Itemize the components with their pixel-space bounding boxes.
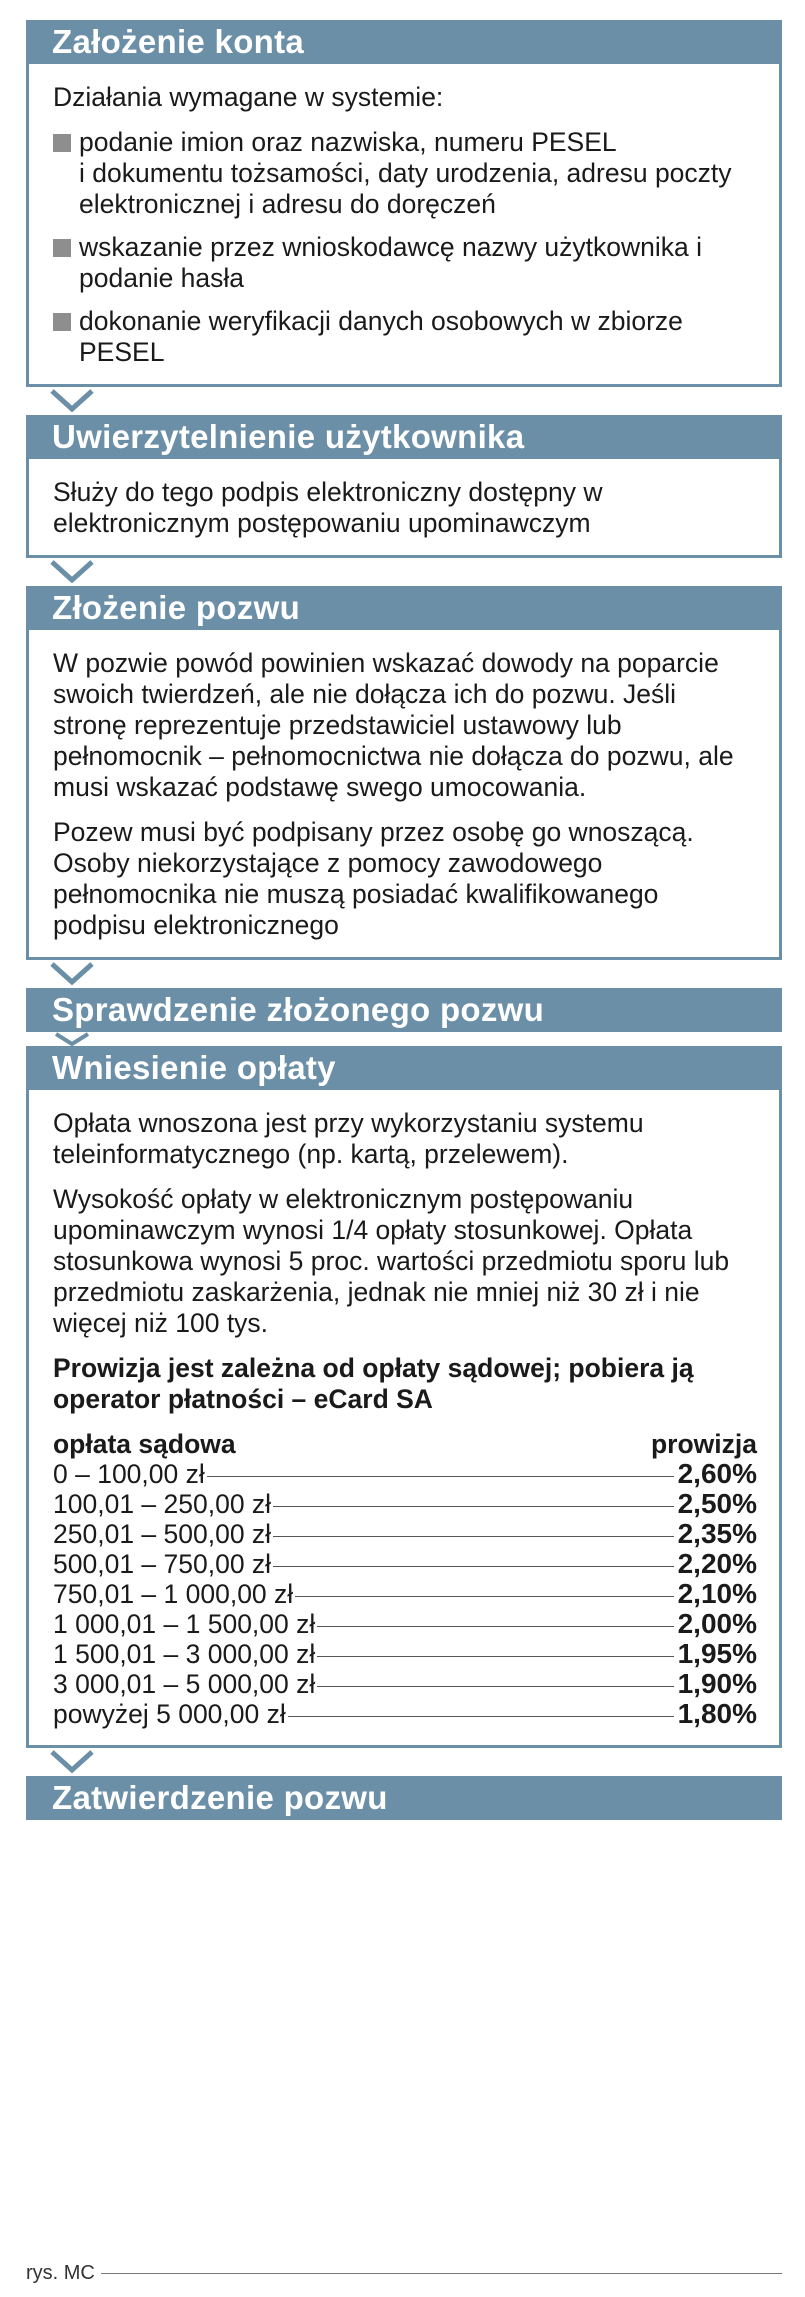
commission-value: 2,50%: [677, 1488, 757, 1519]
table-row: [53, 1459, 757, 1489]
table-row: [53, 1639, 757, 1669]
table-row: [53, 1549, 757, 1579]
section-header-auth: Uwierzytelnienie użytkownika: [26, 415, 782, 459]
fee-note: Prowizja jest zależna od opłaty sądowej; pobiera ją operator płatności – eCard SA: [53, 1353, 694, 1414]
fee-range: 500,01 – 750,00 zł: [53, 1549, 272, 1579]
table-header: [53, 1429, 757, 1459]
flow-arrow: [26, 960, 782, 988]
chevron-down-icon: [48, 960, 96, 988]
table-row: [53, 1609, 757, 1639]
leader-line: [317, 1686, 673, 1687]
section-body-account: [26, 64, 782, 387]
fee-range: 0 – 100,00 zł: [53, 1459, 205, 1489]
fee-paragraph: Opłata wnoszona jest przy wykorzystaniu systemu teleinformatycznego (np. kartą, przelewem).: [53, 1108, 644, 1169]
chevron-down-icon: [48, 1032, 96, 1046]
fee-range: 250,01 – 500,00 zł: [53, 1519, 272, 1549]
section-body-auth: [26, 459, 782, 558]
flow-arrow: [26, 1748, 782, 1776]
bullet-item: [53, 306, 757, 368]
leader-line: [288, 1716, 674, 1717]
leader-line: [295, 1596, 673, 1597]
flow-arrow: [26, 387, 782, 415]
commission-value: 1,95%: [677, 1638, 757, 1669]
credit-rule: [101, 2273, 782, 2274]
commission-value: 1,80%: [677, 1698, 757, 1729]
leader-line: [273, 1566, 674, 1567]
section-header-approve: Zatwierdzenie pozwu: [26, 1776, 782, 1820]
table-row: [53, 1669, 757, 1699]
leader-line: [317, 1656, 673, 1657]
fee-paragraph: Wysokość opłaty w elektronicznym postępowaniu upominawczym wynosi 1/4 opłaty stosunkowej. Opłata stosunkowa wynosi 5 proc. wartości przedmiotu sporu lub przedmiotu zaskarżenia, jednak nie mniej niż 30 zł i nie więcej niż 100 tys.: [53, 1184, 730, 1338]
fee-range: 1 000,01 – 1 500,00 zł: [53, 1609, 316, 1639]
commission-value: 1,90%: [677, 1668, 757, 1699]
bullet-text: podanie imion oraz nazwiska, numeru PESEL i dokumentu tożsamości, daty urodzenia, adresu poczty elektronicznej i adresu do doręczeń: [79, 127, 732, 219]
section-header-account: Założenie konta: [26, 20, 782, 64]
account-intro: Działania wymagane w systemie:: [53, 82, 444, 112]
fee-range: 100,01 – 250,00 zł: [53, 1489, 272, 1519]
section-header-check: Sprawdzenie złożonego pozwu: [26, 988, 782, 1032]
fee-range: powyżej 5 000,00 zł: [53, 1699, 286, 1729]
leader-line: [317, 1626, 673, 1627]
commission-value: 2,20%: [677, 1548, 757, 1579]
bullet-text: dokonanie weryfikacji danych osobowych w zbiorze PESEL: [79, 306, 683, 367]
commission-value: 2,35%: [677, 1518, 757, 1549]
filing-paragraph: Pozew musi być podpisany przez osobę go wnoszącą. Osoby niekorzystające z pomocy zawodowego pełnomocnika nie muszą posiadać kwalifikowanego podpisu elektronicznego: [53, 817, 694, 940]
table-row: [53, 1699, 757, 1729]
auth-text: Służy do tego podpis elektroniczny dostępny w elektronicznym postępowaniu upominawczym: [53, 477, 603, 538]
flow-diagram: [26, 20, 782, 1820]
bullet-item: [53, 127, 757, 220]
leader-line: [273, 1536, 674, 1537]
credit-text: rys. MC: [26, 2262, 95, 2284]
commission-value: 2,60%: [677, 1458, 757, 1489]
flow-arrow: [26, 1032, 782, 1046]
chevron-down-icon: [48, 558, 96, 586]
commission-table: [53, 1429, 757, 1729]
fee-range: 1 500,01 – 3 000,00 zł: [53, 1639, 316, 1669]
chevron-down-icon: [48, 387, 96, 415]
square-bullet-icon: [53, 313, 71, 331]
section-body-filing: [26, 630, 782, 960]
section-header-filing: Złożenie pozwu: [26, 586, 782, 630]
column-header-commission: prowizja: [650, 1429, 757, 1459]
bullet-item: [53, 232, 757, 294]
filing-paragraph: W pozwie powód powinien wskazać dowody na poparcie swoich twierdzeń, ale nie dołącza ich do pozwu. Jeśli stronę reprezentuje przedstawiciel ustawowy lub pełnomocnik – pełnomocnictwa nie dołącza do pozwu, ale musi wskazać podstawę swego umocowania.: [53, 648, 734, 802]
flow-arrow: [26, 558, 782, 586]
table-row: [53, 1519, 757, 1549]
fee-range: 750,01 – 1 000,00 zł: [53, 1579, 294, 1609]
table-row: [53, 1579, 757, 1609]
bullet-text: wskazanie przez wnioskodawcę nazwy użytkownika i podanie hasła: [79, 232, 703, 293]
commission-value: 2,10%: [677, 1578, 757, 1609]
leader-line: [273, 1506, 674, 1507]
fee-range: 3 000,01 – 5 000,00 zł: [53, 1669, 316, 1699]
image-credit: [26, 2262, 782, 2285]
chevron-down-icon: [48, 1748, 96, 1776]
square-bullet-icon: [53, 239, 71, 257]
square-bullet-icon: [53, 134, 71, 152]
commission-value: 2,00%: [677, 1608, 757, 1639]
table-row: [53, 1489, 757, 1519]
column-header-fee: opłata sądowa: [53, 1429, 236, 1459]
section-header-fee: Wniesienie opłaty: [26, 1046, 782, 1090]
leader-line: [207, 1476, 674, 1477]
section-body-fee: [26, 1090, 782, 1748]
